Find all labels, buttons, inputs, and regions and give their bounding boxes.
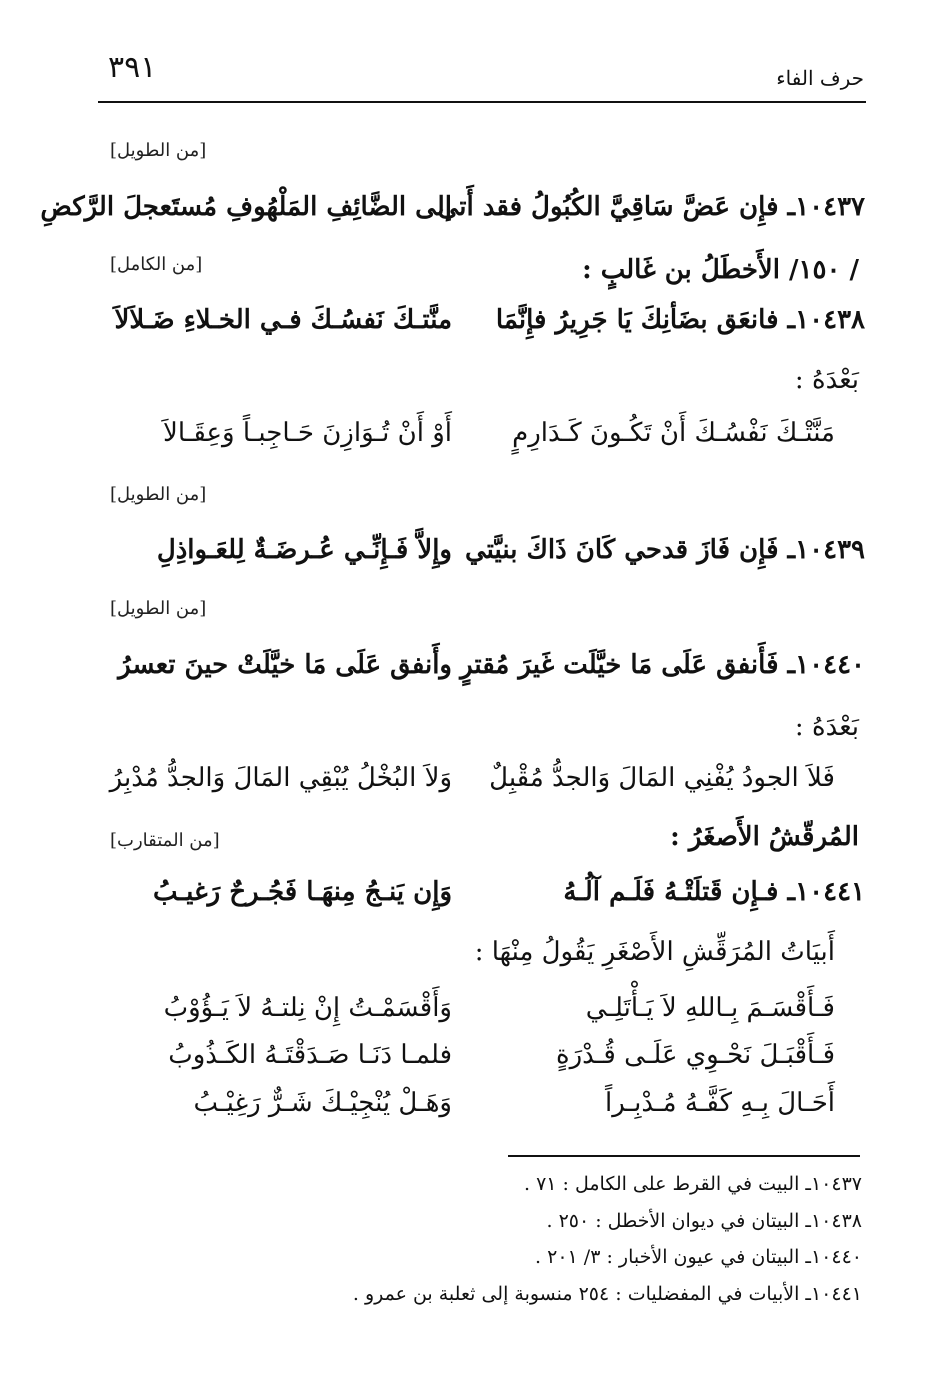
extra-verse-1-first-hemistich: فَـأَقْسَـمَ بِـاللهِ لاَ يَـأْتَلِـي [585, 993, 835, 1023]
poem-intro: أَبيَاتُ المُرَقِّشِ الأَصْغَرِ يَقُولُ مِنْهَا : [474, 937, 835, 967]
verse-10437-first-hemistich: ١٠٤٣٧ـ فإِن عَضَّ سَاقِيَّ الكُبُولُ فقد أَتى [437, 192, 865, 222]
running-title: حرف الفاء [776, 66, 864, 90]
meter-label: [من الطويل] [110, 598, 207, 619]
extra-verse-3-second-hemistich: وَهَـلْ يُنْجِيْـكَ شَـرٌّ رَغِيْـبُ [193, 1088, 452, 1118]
footnote: ١٠٤٣٧ـ البيت في القرط على الكامل : ٧١ . [523, 1173, 862, 1195]
footnote: ١٠٤٤١ـ الأبيات في المفضليات : ٢٥٤ منسوبة إلى ثعلبة بن عمرو . [352, 1283, 862, 1305]
footnote: ١٠٤٣٨ـ البيتان في ديوان الأخطل : ٢٥٠ . [546, 1210, 862, 1232]
poet-attribution: / ١٥٠/ الأَخطَلُ بن غَالبٍ : [582, 255, 859, 285]
meter-label: [من الطويل] [110, 484, 207, 505]
extra-verse-1-second-hemistich: وَأَقْسَمْـتُ إِنْ نِلتـهُ لاَ يَـؤُوْبُ [163, 993, 452, 1023]
verse-10438-first-hemistich: ١٠٤٣٨ـ فانعَق بضَأنِكَ يَا جَرِيرُ فإِنَّمَا [495, 305, 865, 335]
verse-10441-first-hemistich: ١٠٤٤١ـ فـإِن قَتلَتْـهُ فَلَـم آلُـهُ [563, 877, 865, 907]
verse-10438-second-hemistich: منَّتـكَ نَفسُـكَ فـي الخـلاءِ ضَـلاَلاَ [114, 305, 452, 335]
verse-10440b-first-hemistich: فَلاَ الجودُ يُفْنِي المَالَ وَالجدُّ مُقْبِلٌ [489, 763, 835, 793]
page-number: ٣٩١ [108, 50, 157, 85]
verse-10438b-first-hemistich: مَنَّتْـكَ نَفْسُـكَ أَنْ تَكُـونَ كَـدَارِمٍ [512, 418, 835, 448]
verse-10437-second-hemistich: إلى الضَّائِفِ المَلْهُوفِ مُستَعجلَ الرَّكضِ [40, 192, 452, 222]
verse-10440b-second-hemistich: وَلاَ البُخْلُ يُبْقِي المَالَ وَالجدُّ مُدْبِرُ [109, 763, 452, 793]
verse-10438b-second-hemistich: أَوْ أَنْ تُـوَازِنَ حَـاجِبـاً وَعِقَـالاَ [163, 418, 452, 448]
following-verse-label: بَعْدَهُ : [794, 365, 859, 395]
verse-10440-second-hemistich: وأَنفق عَلَى مَا خيَّلَتْ حينَ تعسرُ [118, 650, 452, 680]
verse-10440-first-hemistich: ١٠٤٤٠ـ فَأَنفق عَلَى مَا خيَّلَت غَيرَ مُقترٍ [460, 650, 865, 680]
verse-10439-second-hemistich: وإِلاَّ فَـإِنِّـي عُـرضَـةٌ لِلعَـواذِلِ [156, 535, 452, 565]
header-rule [98, 101, 866, 103]
footnote: ١٠٤٤٠ـ البيتان في عيون الأخبار : ٣/ ٢٠١ . [535, 1246, 862, 1268]
meter-label: [من الطويل] [110, 140, 207, 161]
verse-10439-first-hemistich: ١٠٤٣٩ـ فَإِن فَازَ قدحي كَانَ ذَاكَ بنيَّتي [465, 535, 865, 565]
meter-label: [من الكامل] [110, 254, 203, 275]
verse-10441-second-hemistich: وَإِن يَنـجُ مِنهَـا فَجُـرحٌ رَغيـبُ [153, 877, 452, 907]
following-verse-label: بَعْدَهُ : [794, 712, 859, 742]
extra-verse-2-first-hemistich: فَـأَقْبَـلَ نَحْـوِي عَلَـى قُـدْرَةٍ [555, 1040, 835, 1070]
extra-verse-3-first-hemistich: أَحَـالَ بِـهِ كَفَّـهُ مُـدْبِـراً [604, 1088, 835, 1118]
poet-attribution: المُرقّشُ الأَصغَرُ : [670, 822, 859, 852]
footnote-rule [508, 1155, 860, 1157]
meter-label: [من المتقارب] [110, 830, 220, 851]
extra-verse-2-second-hemistich: فلمـا دَنَـا صَـدَقْتَـهُ الكَـذُوبُ [168, 1040, 452, 1070]
